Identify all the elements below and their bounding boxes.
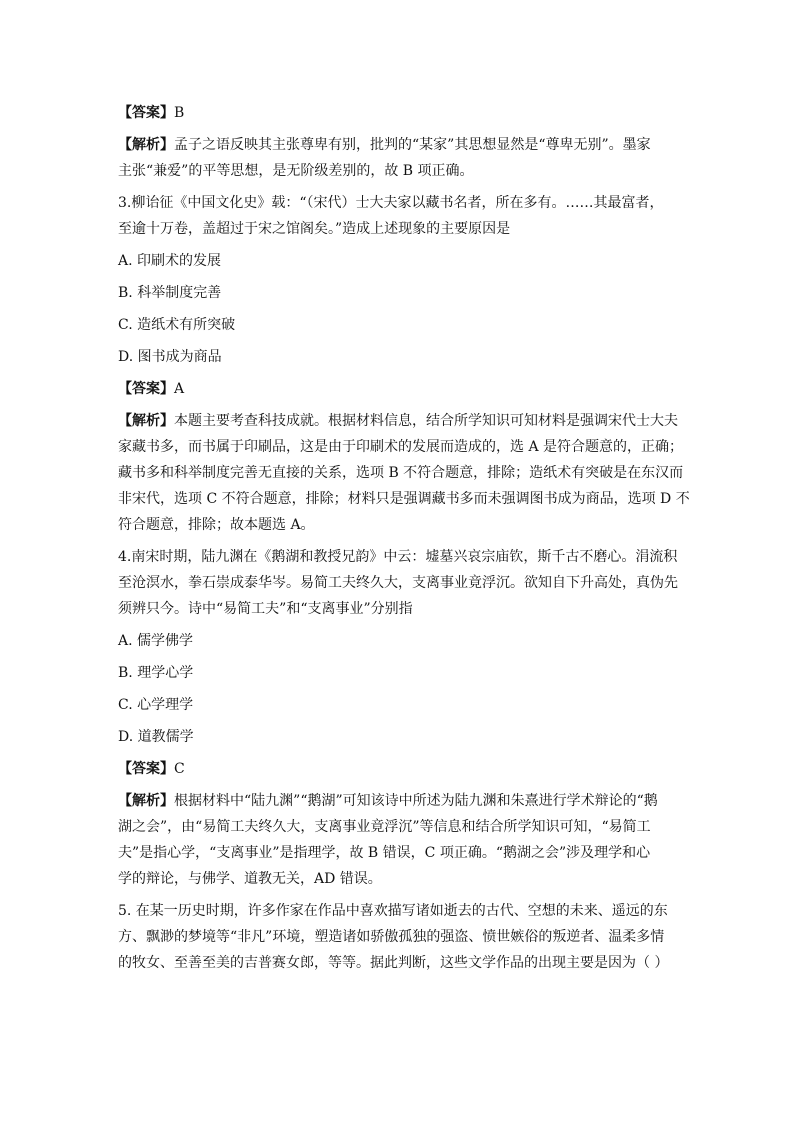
option-line (118, 344, 678, 370)
question-text: 至逾十万卷，盖超过于宋之馆阁矣。”造成上述现象的主要原因是 (118, 221, 511, 237)
option-line (118, 724, 678, 750)
option-line (118, 280, 678, 306)
option-text: B. 科举制度完善 (118, 285, 222, 301)
question-line (118, 190, 678, 216)
option-line (118, 692, 678, 718)
option-text: C. 心学理学 (118, 697, 194, 713)
option-line (118, 628, 678, 654)
answer-text: B (174, 105, 185, 121)
analysis-text: 学的辩论，与佛学、道教无关，AD 错误。 (118, 871, 382, 887)
analysis-line (118, 486, 690, 512)
analysis-line (118, 132, 678, 158)
question-line (118, 924, 678, 950)
analysis-line (118, 788, 678, 814)
analysis-text: 藏书多和科举制度完善无直接的关系，选项 B 不符合题意，排除；造纸术有突破是在东汉而 (118, 465, 684, 481)
option-text: D. 图书成为商品 (118, 349, 222, 365)
analysis-text: 根据材料中“陆九渊”“鹅湖”可知该诗中所述为陆九渊和朱熹进行学术辩论的“鹅 (174, 793, 658, 809)
question-line (118, 570, 678, 596)
analysis-label: 【解析】 (118, 793, 174, 809)
question-text: 4.南宋时期，陆九渊在《鹅湖和教授兄韵》中云：墟墓兴哀宗庙钦，斯千古不磨心。涓流积 (118, 549, 678, 565)
analysis-text: 主张“兼爱”的平等思想，是无阶级差别的，故 B 项正确。 (118, 163, 474, 179)
analysis-text: 本题主要考查科技成就。根据材料信息，结合所学知识可知材料是强调宋代士大夫 (174, 413, 678, 429)
analysis-text: 符合题意，排除；故本题选 A。 (118, 517, 315, 533)
answer-text: A (174, 381, 185, 397)
option-text: D. 道教儒学 (118, 729, 194, 745)
analysis-text: 家藏书多，而书属于印刷品，这是由于印刷术的发展而造成的，选 A 是符合题意的，正确； (118, 439, 684, 455)
analysis-text: 非宋代，选项 C 不符合题意，排除；材料只是强调藏书多而未强调图书成为商品，选项 D 不 (118, 491, 690, 507)
option-text: B. 理学心学 (118, 665, 194, 681)
analysis-line (118, 840, 678, 866)
analysis-line (118, 434, 684, 460)
analysis-line (118, 814, 678, 840)
question-line (118, 950, 678, 976)
answer-label: 【答案】 (118, 381, 174, 397)
analysis-line (118, 512, 678, 538)
option-line (118, 248, 678, 274)
answer-label: 【答案】 (118, 105, 174, 121)
question-text: 方、飘渺的梦境等“非凡”环境，塑造诸如骄傲孤独的强盗、愤世嫉俗的叛逆者、温柔多情 (118, 929, 665, 945)
analysis-line (118, 158, 678, 184)
analysis-line (118, 866, 678, 892)
analysis-text: 孟子之语反映其主张尊卑有别，批判的“某家”其思想显然是“尊卑无别”。墨家 (174, 137, 651, 153)
option-text: A. 印刷术的发展 (118, 253, 222, 269)
answer-line (118, 756, 678, 782)
question-line (118, 898, 678, 924)
answer-line (118, 100, 678, 126)
analysis-line (118, 408, 678, 434)
question-text: 3.柳诒征《中国文化史》载：“（宋代）士大夫家以藏书名者，所在多有。……其最富者， (118, 195, 664, 211)
document-content (118, 100, 690, 976)
option-line (118, 660, 678, 686)
option-line (118, 312, 678, 338)
question-text: 须辨只今。诗中“易简工夫”和“支离事业”分别指 (118, 601, 413, 617)
option-text: C. 造纸术有所突破 (118, 317, 236, 333)
question-text: 的牧女、至善至美的吉普赛女郎，等等。据此判断，这些文学作品的出现主要是因为（ ） (118, 955, 669, 971)
option-text: A. 儒学佛学 (118, 633, 194, 649)
question-line (118, 216, 678, 242)
question-line (118, 596, 678, 622)
answer-text: C (174, 761, 185, 777)
analysis-label: 【解析】 (118, 137, 174, 153)
question-line (118, 544, 678, 570)
analysis-text: 夫”是指心学，“支离事业”是指理学，故 B 错误，C 项正确。“鹅湖之会”涉及理学和心 (118, 845, 651, 861)
answer-label: 【答案】 (118, 761, 174, 777)
question-text: 至沧溟水，拳石崇成泰华岑。易简工夫终久大，支离事业竟浮沉。欲知自下升高处，真伪先 (118, 575, 678, 591)
answer-line (118, 376, 678, 402)
question-text: 5. 在某一历史时期，许多作家在作品中喜欢描写诸如逝去的古代、空想的未来、遥远的东 (118, 903, 668, 919)
analysis-text: 湖之会”，由“易简工夫终久大，支离事业竟浮沉”等信息和结合所学知识可知，“易简工 (118, 819, 651, 835)
analysis-label: 【解析】 (118, 413, 174, 429)
analysis-line (118, 460, 684, 486)
